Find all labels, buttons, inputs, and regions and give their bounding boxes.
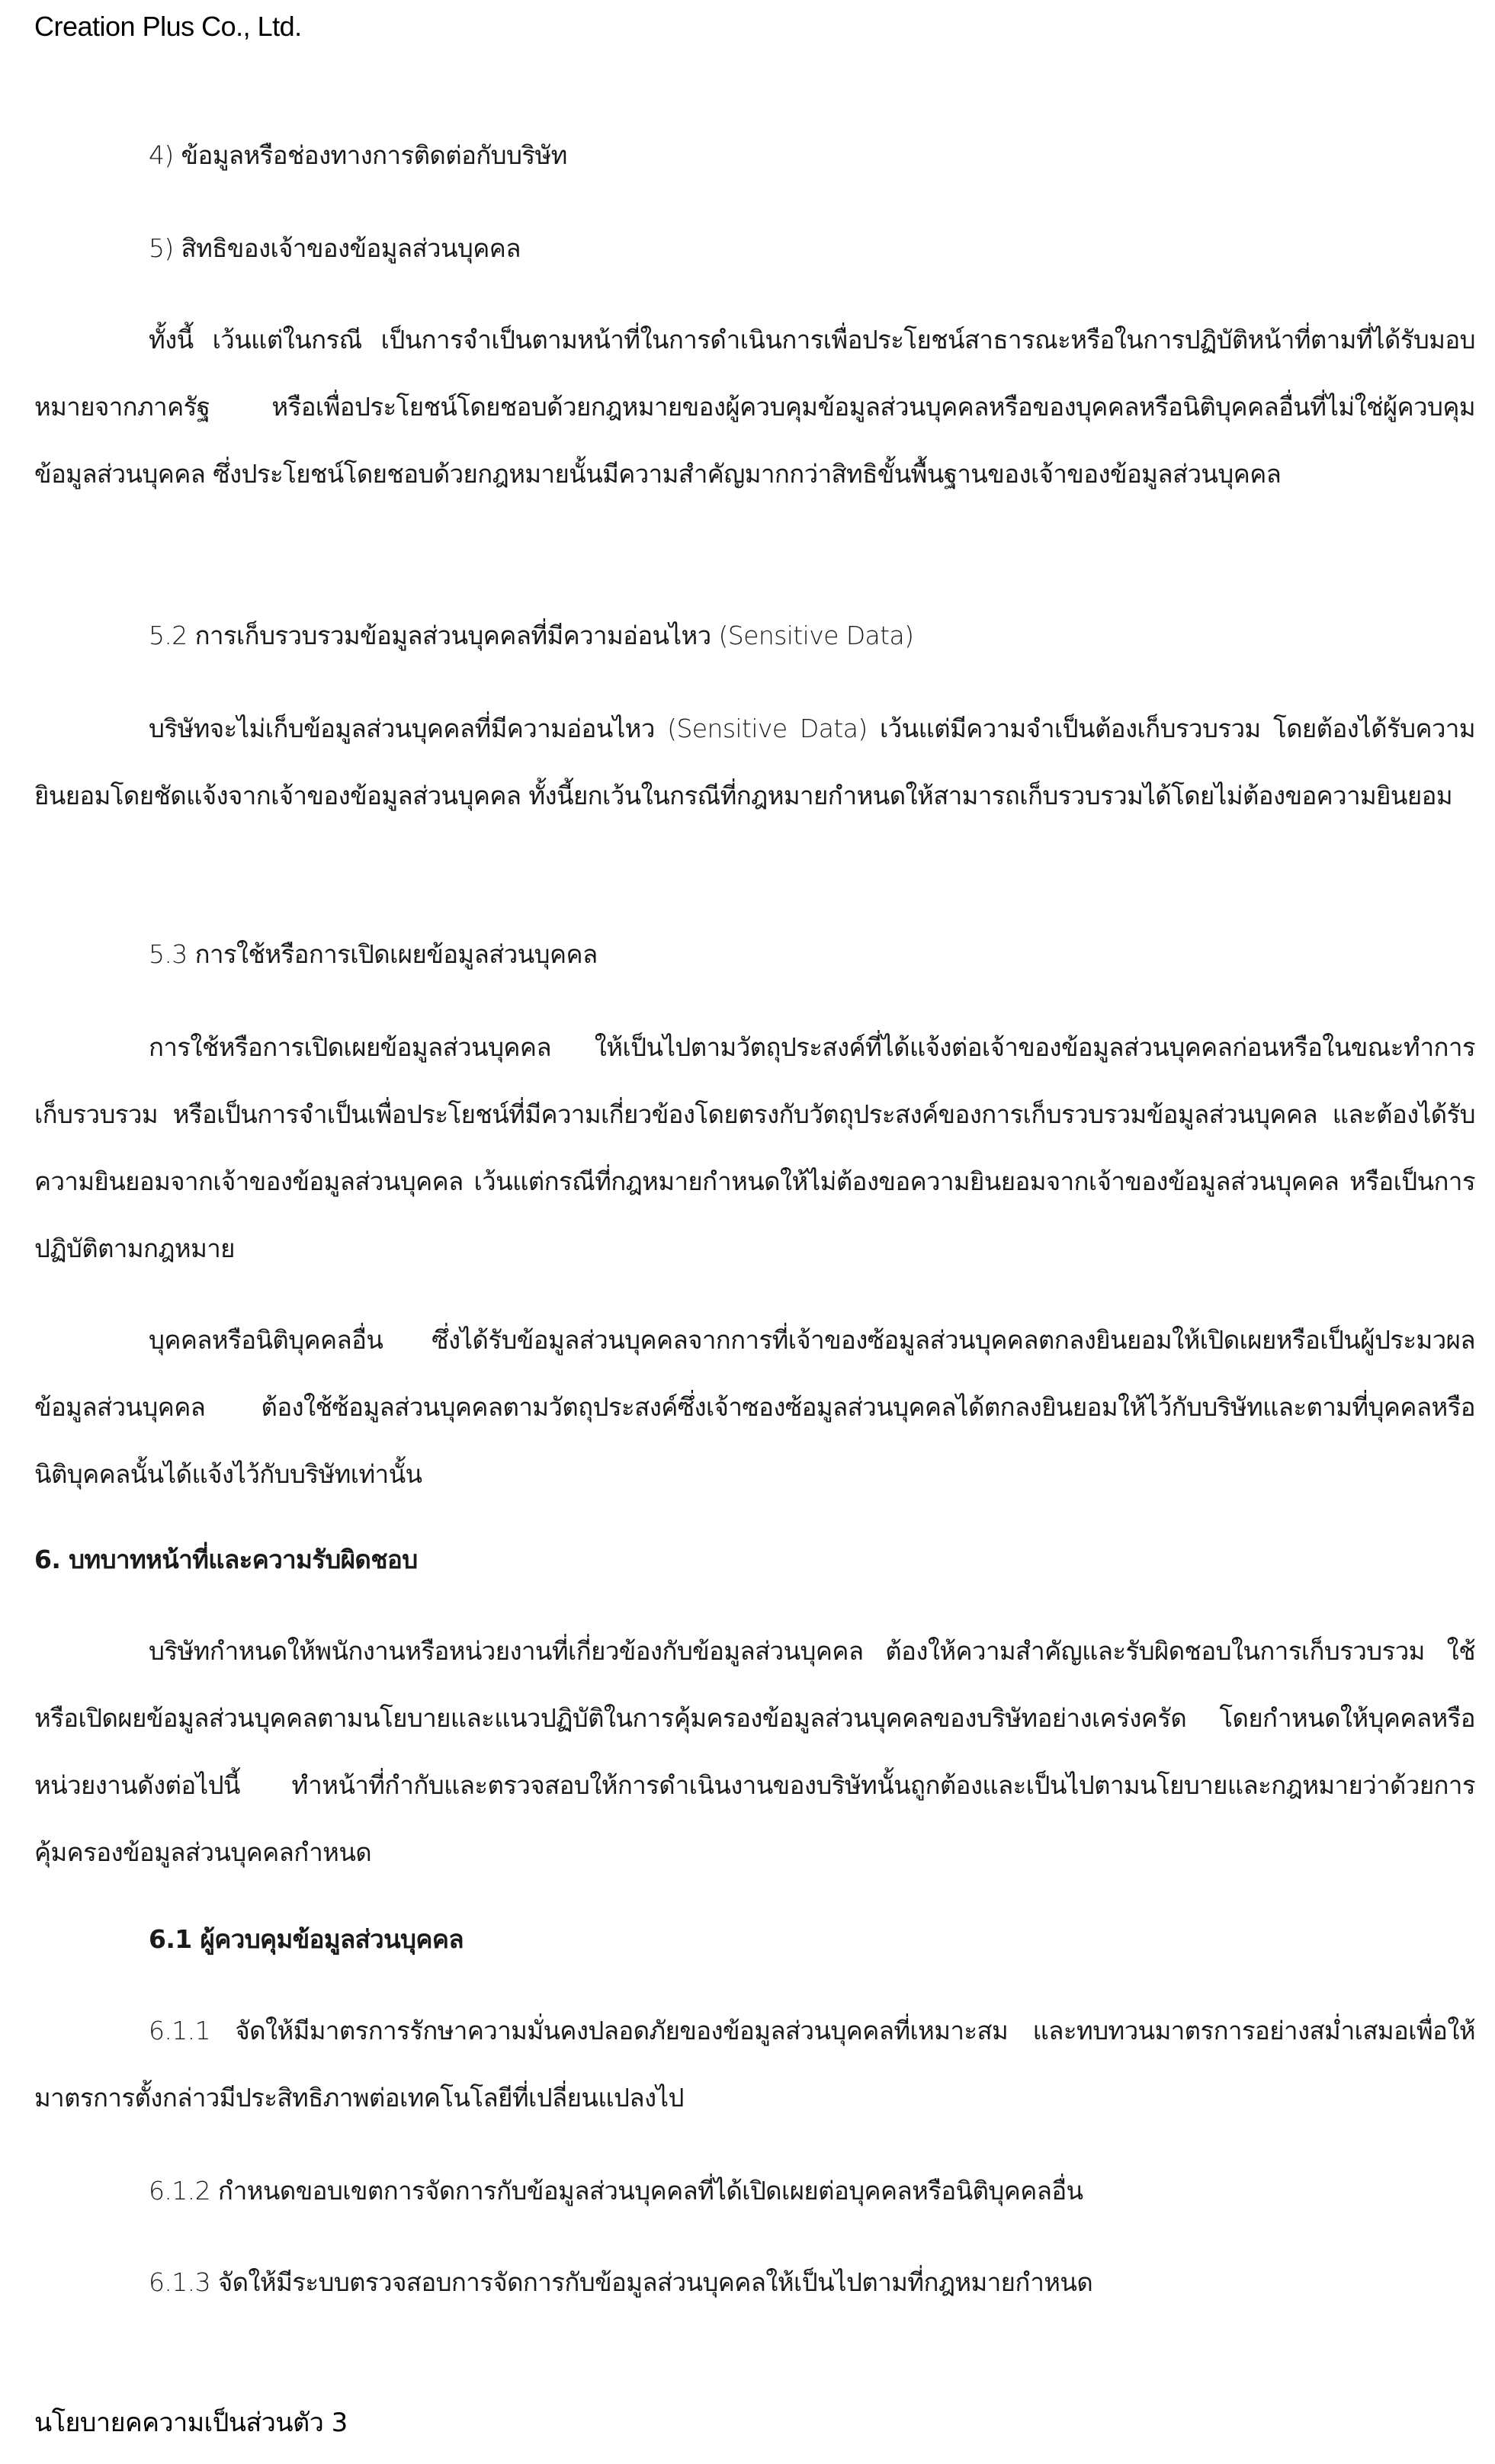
section-5-3-heading: 5.3 การใช้หรือการเปิดเผยข้อมูลส่วนบุคคล [149,939,598,969]
section-5-2-heading: 5.2 การเก็บรวบรวมข้อมูลส่วนบุคคลที่มีความอ่อนไหว (Sensitive Data) [149,621,914,650]
item-6-1-3: 6.1.3 จัดให้มีระบบตรวจสอบการจัดการกับข้อมูลส่วนบุคคลให้เป็นไปตามที่กฎหมายกำหนด [149,2267,1093,2297]
section-5-3-paragraph-1: การใช้หรือการเปิดเผยข้อมูลส่วนบุคคล ให้เป็นไปตามวัตถุประสงค์ที่ได้แจ้งต่อเจ้าของข้อมูลส่วนบุคคลก่อนหรือในขณะทำการเก็บรวบรวม หรือเป็นการจำเป็นเพื่อประโยชน์ที่มีความเกี่ยวข้องโดยตรงกับวัตถุประสงค์ของการเก็บรวบรวมข้อมูลส่วนบุคคล และต้องได้รับความยินยอมจากเจ้าของข้อมูลส่วนบุคคล เว้นแต่กรณีที่กฎหมายกำหนดให้ไม่ต้องขอความยินยอมจากเจ้าของข้อมูลส่วนบุคคล หรือเป็นการปฏิบัติตามกฎหมาย [34,1032,1475,1263]
page-footer: นโยบายคความเป็นส่วนตัว 3 [34,2408,348,2438]
section-6-paragraph: บริษัทกำหนดให้พนักงานหรือหน่วยงานที่เกี่ยวข้องกับข้อมูลส่วนบุคคล ต้องให้ความสำคัญและรับผิดชอบในการเก็บรวบรวม ใช้ หรือเปิดผยข้อมูลส่วนบุคคลตามนโยบายและแนวปฏิบัติในการคุ้มครองข้อมูลส่วนบุคคลของบริษัทอย่างเคร่งครัด โดยกำหนดให้บุคคลหรือหน่วยงานดังต่อไปนี้ ทำหน้าที่กำกับและตรวจสอบให้การดำเนินงานของบริษัทนั้นถูกต้องและเป็นไปตามนโยบายและกฎหมายว่าด้วยการคุ้มครองข้อมูลส่วนบุคคลกำหนด [34,1636,1475,1867]
company-header: Creation Plus Co., Ltd. [34,11,302,42]
section-5-2-paragraph: บริษัทจะไม่เก็บข้อมูลส่วนบุคคลที่มีความอ่อนไหว (Sensitive Data) เว้นแต่มีความจำเป็นต้องเก็บรวบรวม โดยต้องได้รับความยินยอมโดยชัดแจ้งจากเจ้าของข้อมูลส่วนบุคคล ทั้งนี้ยกเว้นในกรณีที่กฎหมายกำหนดให้สามารถเก็บรวบรวมได้โดยไม่ต้องขอความยินยอม [34,714,1475,810]
section-6-1-heading: 6.1 ผู้ควบคุมข้อมูลส่วนบุคคล [149,1924,464,1954]
item-6-1-2: 6.1.2 กำหนดขอบเขตการจัดการกับข้อมูลส่วนบุคคลที่ได้เปิดเผยต่อบุคคลหรือนิติบุคคลอื่น [149,2176,1083,2206]
section-5-3-paragraph-2: บุคคลหรือนิติบุคคลอื่น ซึ่งได้รับข้อมูลส่วนบุคคลจากการที่เจ้าของซ้อมูลส่วนบุคคลตกลงยินยอมให้เปิดเผยหรือเป็นผู้ประมวผลข้อมูลส่วนบุคคล ต้องใช้ซ้อมูลส่วนบุคคลตามวัตถุประสงค์ซึ่งเจ้าซองซ้อมูลส่วนบุคคลได้ตกลงยินยอมให้ไว้กับบริษัทและตามที่บุคคลหรือนิติบุคคลนั้นได้แจ้งไว้กับบริษัทเท่านั้น [34,1325,1475,1489]
paragraph-exception: ทั้งนี้ เว้นแต่ในกรณี เป็นการจำเป็นตามหน้าที่ในการดำเนินการเพื่อประโยชน์สาธารณะหรือในการปฏิบัติหน้าที่ตามที่ได้รับมอบหมายจากภาครัฐ หรือเพื่อประโยชน์โดยชอบด้วยกฎหมายของผู้ควบคุมข้อมูลส่วนบุคคลหรือของบุคคลหรือนิติบุคคลอื่นที่ไม่ใช่ผู้ควบคุมข้อมูลส่วนบุคคล ซึ่งประโยชน์โดยชอบด้วยกฎหมายนั้นมีความสำคัญมากกว่าสิทธิขั้นพื้นฐานของเจ้าของข้อมูลส่วนบุคคล [34,325,1475,489]
list-item-data-subject-rights: 5) สิทธิของเจ้าของข้อมูลส่วนบุคคล [149,233,521,263]
section-6-heading: 6. บทบาทหน้าที่และความรับผิดชอบ [34,1545,418,1574]
item-6-1-1: 6.1.1 จัดให้มีมาตรการรักษาความมั่นคงปลอดภัยของข้อมูลส่วนบุคคลที่เหมาะสม และทบทวนมาตรการอย่างสม่ำเสมอเพื่อให้มาตรการตั้งกล่าวมีประสิทธิภาพต่อเทคโนโลยีที่เปลี่ยนแปลงไป [34,2016,1475,2113]
list-item-contact-channel: 4) ข้อมูลหรือช่องทางการติดต่อกับบริษัท [149,140,567,170]
